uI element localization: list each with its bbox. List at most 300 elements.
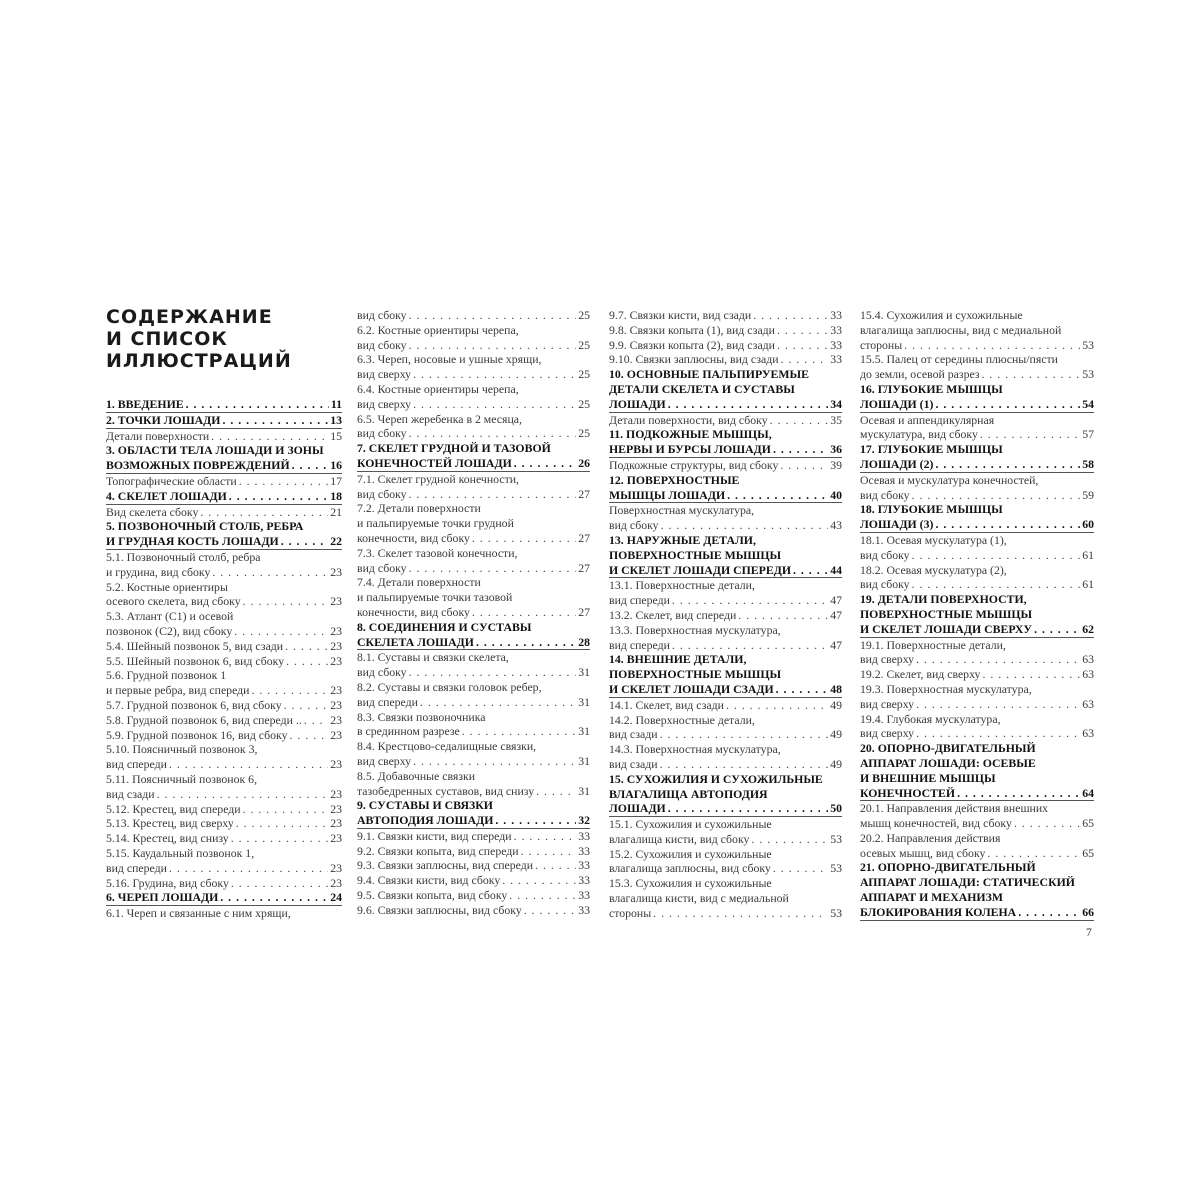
toc-page-number: 25 <box>578 308 590 322</box>
toc-entry-line <box>357 426 590 441</box>
toc-entry-text: вид сзади <box>106 786 155 801</box>
toc-page-number: 18 <box>330 488 342 503</box>
dot-leader <box>776 682 829 697</box>
toc-entry-text: 5.2. Костные ориентиры <box>106 579 228 594</box>
toc-chapter <box>609 473 842 504</box>
toc-entry-text: 20. ОПОРНО-ДВИГАТЕЛЬНЫЙ <box>860 741 1036 756</box>
toc-entry-text: 14.3. Поверхностная мускулатура, <box>609 742 781 757</box>
toc-page-number: 62 <box>1082 621 1094 636</box>
toc-entry-text: и пальпируемые точки грудной <box>357 516 514 531</box>
toc-entry-line <box>860 846 1094 861</box>
dot-leader <box>980 427 1080 442</box>
toc-page-number: 23 <box>330 564 342 579</box>
toc-chapter <box>609 367 842 412</box>
dot-leader <box>509 888 576 903</box>
dot-leader <box>157 787 329 802</box>
toc-entry-line <box>357 605 590 620</box>
toc-page-number: 33 <box>830 352 842 367</box>
toc-item <box>357 382 590 412</box>
toc-page-number: 23 <box>330 727 342 742</box>
toc-item <box>357 412 590 442</box>
toc-chapter <box>609 533 842 578</box>
toc-column-3 <box>609 308 842 921</box>
toc-entry-text: 5.4. Шейный позвонок 5, вид сзади <box>106 638 284 653</box>
toc-page-number: 33 <box>830 322 842 337</box>
toc-entry-text: 9.2. Связки копыта, вид спереди <box>357 843 519 858</box>
toc-entry-line <box>860 622 1094 638</box>
toc-entry-line <box>106 397 342 413</box>
dot-leader <box>672 593 828 608</box>
toc-entry-line <box>357 858 590 873</box>
toc-entry-line <box>860 667 1094 682</box>
toc-entry-line <box>357 635 590 651</box>
dot-leader <box>1014 816 1080 831</box>
toc-entry-text: 7.4. Детали поверхности <box>357 575 481 590</box>
toc-entry-text: 14.1. Скелет, вид сзади <box>609 697 724 712</box>
toc-entry-text: вид сверху <box>860 726 915 741</box>
toc-entry-line <box>357 784 590 799</box>
toc-page-number: 63 <box>1082 652 1094 667</box>
toc-page-number: 48 <box>830 681 842 696</box>
dot-leader <box>413 754 576 769</box>
toc-entry-line <box>609 832 842 847</box>
toc-entry-text: 9.5. Связки копыта, вид сбоку <box>357 888 508 903</box>
dot-leader <box>660 757 829 772</box>
toc-page-number: 53 <box>830 861 842 876</box>
toc-item <box>106 668 342 698</box>
toc-entry-line <box>357 829 590 844</box>
toc-entry-line <box>609 757 842 772</box>
toc-item <box>106 831 342 846</box>
dot-leader <box>780 458 828 473</box>
toc-entry-line <box>106 713 342 728</box>
dot-leader <box>420 695 576 710</box>
toc-page-number: 33 <box>578 873 590 888</box>
toc-entry-line <box>106 831 342 846</box>
toc-page-number: 25 <box>578 337 590 352</box>
toc-entry-line <box>609 397 842 413</box>
toc-entry-line <box>106 413 342 429</box>
toc-entry-text: 7.1. Скелет грудной конечности, <box>357 471 520 486</box>
toc-entry-line <box>860 697 1094 712</box>
toc-entry-text: и грудина, вид сбоку <box>106 564 211 579</box>
toc-item <box>106 609 342 639</box>
toc-item <box>106 728 342 743</box>
toc-entry-line <box>860 517 1094 533</box>
toc-entry-text: Детали поверхности, вид сбоку <box>609 412 768 427</box>
dot-leader <box>916 652 1080 667</box>
toc-chapter <box>860 382 1094 413</box>
toc-item <box>106 772 342 802</box>
dot-leader <box>229 489 328 504</box>
toc-page-number: 63 <box>1082 696 1094 711</box>
dot-leader <box>912 548 1081 563</box>
toc-entry-line <box>106 728 342 743</box>
toc-item <box>106 505 342 520</box>
dot-leader <box>409 487 577 502</box>
toc-item <box>357 829 590 844</box>
toc-entry-line <box>860 488 1094 503</box>
toc-page-number: 23 <box>330 831 342 846</box>
dot-leader <box>535 858 576 873</box>
toc-entry-text: АВТОПОДИЯ ЛОШАДИ <box>357 813 494 828</box>
toc-page-number: 53 <box>1082 367 1094 382</box>
toc-chapter <box>106 397 342 413</box>
toc-chapter <box>106 890 342 906</box>
dot-leader <box>982 667 1080 682</box>
dot-leader <box>536 784 576 799</box>
toc-entry-text: вид спереди <box>357 694 418 709</box>
dot-leader <box>773 442 828 457</box>
toc-entry-line <box>609 518 842 533</box>
dot-leader <box>476 635 576 650</box>
toc-page-number: 59 <box>1082 487 1094 502</box>
toc-entry-line <box>357 338 590 353</box>
dot-leader <box>472 531 576 546</box>
toc-page-number: 57 <box>1082 427 1094 442</box>
toc-entry-text: 21. ОПОРНО-ДВИГАТЕЛЬНЫЙ <box>860 860 1036 875</box>
toc-entry-text: 6.5. Череп жеребенка в 2 месяца, <box>357 411 522 426</box>
toc-entry-text: 8.3. Связки позвоночника <box>357 709 486 724</box>
toc-page-number: 23 <box>330 594 342 609</box>
dot-leader <box>281 534 328 549</box>
toc-page-number: 63 <box>1082 726 1094 741</box>
toc-page-number: 63 <box>1082 667 1094 682</box>
toc-entry-text: Топографические области <box>106 473 237 488</box>
toc-entry-line <box>609 488 842 504</box>
dot-leader <box>236 816 328 831</box>
toc-entry-text: осевых мышц, вид сбоку <box>860 845 986 860</box>
toc-entry-line <box>860 786 1094 802</box>
toc-entry-text: ПОВЕРХНОСТНЫЕ МЫШЦЫ <box>609 547 782 562</box>
toc-entry-text: 13.3. Поверхностная мускулатура, <box>609 622 781 637</box>
page-title <box>106 306 292 372</box>
toc-page-number: 25 <box>578 367 590 382</box>
toc-entry-text: 5.6. Грудной позвонок 1 <box>106 668 227 683</box>
toc-entry-text: вид спереди <box>106 860 167 875</box>
toc-entry-line <box>106 534 342 550</box>
toc-item <box>106 429 342 444</box>
toc-entry-text: влагалища заплюсны, вид сбоку <box>609 861 771 876</box>
toc-entry-line <box>106 890 342 906</box>
toc-item <box>357 873 590 888</box>
toc-entry-text: И ГРУДНАЯ КОСТЬ ЛОШАДИ <box>106 534 279 549</box>
toc-page-number: 25 <box>578 426 590 441</box>
toc-column-2 <box>357 308 590 918</box>
toc-entry-line <box>609 413 842 428</box>
toc-entry-text: ВОЗМОЖНЫХ ПОВРЕЖДЕНИЙ <box>106 458 290 473</box>
dot-leader <box>243 802 329 817</box>
toc-entry-text: 8.2. Суставы и связки головок ребер, <box>357 679 542 694</box>
toc-entry-text: 5. ПОЗВОНОЧНЫЙ СТОЛБ, РЕБРА <box>106 519 304 534</box>
toc-entry-line <box>357 665 590 680</box>
toc-entry-text: 1. ВВЕДЕНИЕ <box>106 397 184 411</box>
dot-leader <box>773 861 828 876</box>
dot-leader <box>234 624 328 639</box>
toc-entry-text: И СКЕЛЕТ ЛОШАДИ СЗАДИ <box>609 681 774 696</box>
toc-page-number: 16 <box>330 458 342 473</box>
toc-entry-text: конечности, вид сбоку <box>357 530 470 545</box>
toc-entry-text: конечности, вид сбоку <box>357 604 470 619</box>
dot-leader <box>239 474 328 489</box>
toc-page-number: 33 <box>578 828 590 843</box>
toc-page-number: 49 <box>830 727 842 742</box>
dot-leader <box>284 698 329 713</box>
toc-entry-line <box>609 323 842 338</box>
dot-leader <box>169 861 328 876</box>
toc-item <box>860 801 1094 831</box>
toc-entry-line <box>357 456 590 472</box>
toc-item <box>609 698 842 713</box>
toc-entry-text: вид сверху <box>357 396 412 411</box>
toc-entry-line <box>357 695 590 710</box>
toc-entry-line <box>357 561 590 576</box>
toc-entry-text: 5.3. Атлант (С1) и осевой <box>106 609 234 624</box>
toc-entry-text: 19. ДЕТАЛИ ПОВЕРХНОСТИ, <box>860 592 1027 607</box>
toc-entry-text: 17. ГЛУБОКИЕ МЫШЦЫ <box>860 442 1003 457</box>
dot-leader <box>409 338 577 353</box>
toc-entry-text: 9.3. Связки заплюсны, вид спереди <box>357 858 534 873</box>
toc-entry-line <box>860 397 1094 413</box>
dot-leader <box>668 397 828 412</box>
toc-item <box>357 844 590 859</box>
toc-entry-text: АППАРАТ ЛОШАДИ: СТАТИЧЕСКИЙ <box>860 875 1075 890</box>
toc-entry-text: 8.4. Крестцово-седалищные связки, <box>357 739 537 754</box>
toc-item <box>609 503 842 533</box>
toc-entry-line <box>860 427 1094 442</box>
toc-entry-line <box>609 608 842 623</box>
toc-page-number: 33 <box>578 843 590 858</box>
toc-page-number: 49 <box>830 697 842 712</box>
toc-item <box>357 739 590 769</box>
toc-entry-text: Осевая и мускулатура конечностей, <box>860 472 1039 487</box>
toc-item <box>609 352 842 367</box>
toc-page-number: 47 <box>830 637 842 652</box>
toc-page-number: 33 <box>578 902 590 917</box>
toc-entry-line <box>106 594 342 609</box>
toc-entry-text: БЛОКИРОВАНИЯ КОЛЕНА <box>860 904 1017 919</box>
toc-item <box>357 888 590 903</box>
toc-page-number: 54 <box>1082 396 1094 411</box>
toc-item <box>860 638 1094 668</box>
toc-chapter <box>357 620 590 651</box>
toc-entry-text: ЛОШАДИ (3) <box>860 517 934 532</box>
dot-leader <box>777 338 828 353</box>
toc-entry-text: 8.5. Добавочные связки <box>357 768 476 783</box>
toc-entry-text: ВЛАГАЛИЩА АВТОПОДИЯ <box>609 786 768 801</box>
toc-entry-line <box>609 727 842 742</box>
toc-item <box>609 413 842 428</box>
dot-leader <box>211 429 328 444</box>
toc-entry-line <box>609 638 842 653</box>
dot-leader <box>472 605 576 620</box>
toc-entry-line <box>106 683 342 698</box>
toc-entry-text: 6.3. Череп, носовые и ушные хрящи, <box>357 352 542 367</box>
toc-page-number: 21 <box>330 504 342 519</box>
toc-entry-text: ПОВЕРХНОСТНЫЕ МЫШЦЫ <box>860 606 1033 621</box>
toc-entry-line <box>609 861 842 876</box>
toc-entry-line <box>106 787 342 802</box>
toc-entry-line <box>609 593 842 608</box>
dot-leader <box>793 563 828 578</box>
toc-entry-text: 9.8. Связки копыта (1), вид сзади <box>609 322 775 337</box>
dot-leader <box>777 323 828 338</box>
toc-page-number: 26 <box>578 455 590 470</box>
toc-entry-text: 5.8. Грудной позвонок 6, вид спереди .. <box>106 712 302 727</box>
toc-item <box>357 680 590 710</box>
toc-item <box>106 550 342 580</box>
toc-item <box>357 710 590 740</box>
toc-item <box>609 323 842 338</box>
toc-entry-line <box>106 474 342 489</box>
toc-entry-line <box>357 531 590 546</box>
toc-entry-text: 15.2. Сухожилия и сухожильные <box>609 846 772 861</box>
toc-column-1 <box>106 397 342 921</box>
page-title-line-1: СОДЕРЖАНИЕ <box>106 306 273 328</box>
toc-entry-text: 8. СОЕДИНЕНИЯ И СУСТАВЫ <box>357 619 532 634</box>
toc-entry-text: ЛОШАДИ (2) <box>860 456 934 471</box>
toc-page-number: 60 <box>1082 517 1094 532</box>
toc-entry-line <box>357 903 590 918</box>
page-number: 7 <box>1086 927 1092 939</box>
toc-page-number: 23 <box>330 757 342 772</box>
dot-leader <box>751 832 828 847</box>
toc-item <box>106 654 342 669</box>
toc-entry-text: вид сзади <box>609 727 658 742</box>
toc-item <box>609 847 842 877</box>
toc-entry-text: 9.7. Связки кисти, вид сзади <box>609 308 752 322</box>
toc-item <box>609 458 842 473</box>
toc-entry-text: 7. СКЕЛЕТ ГРУДНОЙ И ТАЗОВОЙ <box>357 441 551 456</box>
dot-leader <box>912 577 1081 592</box>
toc-entry-line <box>609 563 842 579</box>
toc-item <box>860 473 1094 503</box>
toc-entry-text: 6.4. Костные ориентиры черепа, <box>357 381 519 396</box>
toc-page-number: 27 <box>578 560 590 575</box>
toc-entry-text: вид сбоку <box>357 560 407 575</box>
toc-item <box>106 816 342 831</box>
toc-entry-text: вид сбоку <box>357 308 407 322</box>
dot-leader <box>935 457 1080 472</box>
toc-entry-text: 4. СКЕЛЕТ ЛОШАДИ <box>106 488 227 503</box>
toc-chapter <box>860 592 1094 637</box>
toc-item <box>860 533 1094 563</box>
toc-item <box>106 580 342 610</box>
toc-page-number: 43 <box>830 518 842 533</box>
toc-page-number: 33 <box>578 888 590 903</box>
toc-page-number: 23 <box>330 653 342 668</box>
toc-entry-text: 15.4. Сухожилия и сухожильные <box>860 308 1023 322</box>
toc-entry-text: и пальпируемые точки тазовой <box>357 590 513 605</box>
dot-leader <box>231 876 328 891</box>
toc-page-number: 22 <box>330 534 342 549</box>
toc-entry-text: стороны <box>860 337 903 352</box>
toc-page-number: 13 <box>330 412 342 427</box>
dot-leader <box>904 338 1080 353</box>
toc-item <box>609 817 842 847</box>
toc-item <box>860 352 1094 382</box>
toc-item <box>357 546 590 576</box>
toc-entry-line <box>357 873 590 888</box>
toc-entry-line <box>106 802 342 817</box>
toc-entry-text: 20.1. Направления действия внешних <box>860 801 1049 816</box>
dot-leader <box>222 413 328 428</box>
toc-item <box>106 713 342 728</box>
toc-chapter <box>860 860 1094 920</box>
toc-page-number: 23 <box>330 801 342 816</box>
toc-chapter <box>357 441 590 472</box>
toc-entry-line <box>106 505 342 520</box>
toc-entry-text: вид спереди <box>609 593 670 608</box>
dot-leader <box>495 813 576 828</box>
toc-page-number: 27 <box>578 604 590 619</box>
toc-entry-line <box>860 726 1094 741</box>
toc-entry-text: влагалища кисти, вид сбоку <box>609 831 750 846</box>
toc-entry-text: МЫШЦЫ ЛОШАДИ <box>609 487 726 502</box>
toc-entry-text: 5.12. Крестец, вид спереди <box>106 801 241 816</box>
dot-leader <box>514 829 577 844</box>
toc-item <box>860 682 1094 712</box>
toc-item <box>609 623 842 653</box>
toc-page-number: 27 <box>578 530 590 545</box>
toc-page-number: 31 <box>578 724 590 739</box>
toc-page-number: 40 <box>830 487 842 502</box>
toc-page-number: 53 <box>830 905 842 920</box>
dot-leader <box>935 397 1080 412</box>
page-title-line-2: И СПИСОК <box>106 328 228 350</box>
toc-entry-line <box>106 816 342 831</box>
toc-page-number: 66 <box>1082 904 1094 919</box>
toc-entry-line <box>106 565 342 580</box>
toc-entry-text: 9.1. Связки кисти, вид спереди <box>357 828 512 843</box>
toc-entry-line <box>860 548 1094 563</box>
toc-entry-text: 13. НАРУЖНЫЕ ДЕТАЛИ, <box>609 532 756 547</box>
dot-leader <box>672 638 828 653</box>
toc-entry-text: ЛОШАДИ <box>609 801 666 816</box>
toc-entry-text: 13.2. Скелет, вид спереди <box>609 607 737 622</box>
toc-page-number: 23 <box>330 697 342 712</box>
toc-entry-line <box>357 397 590 412</box>
toc-item <box>357 650 590 680</box>
toc-entry-text: Осевая и аппендикулярная <box>860 412 995 427</box>
toc-entry-text: ЛОШАДИ <box>609 396 666 411</box>
toc-entry-line <box>860 457 1094 473</box>
toc-chapter <box>106 519 342 550</box>
toc-entry-text: ДЕТАЛИ СКЕЛЕТА И СУСТАВЫ <box>609 381 795 396</box>
dot-leader <box>653 906 828 921</box>
toc-page-number: 50 <box>830 801 842 816</box>
toc-entry-text: Подкожные структуры, вид сбоку <box>609 457 779 472</box>
toc-entry-line <box>860 652 1094 667</box>
toc-entry-text: АППАРАТ И МЕХАНИЗМ <box>860 890 1003 905</box>
dot-leader <box>660 727 829 742</box>
toc-entry-line <box>106 861 342 876</box>
dot-leader <box>738 608 828 623</box>
toc-page-number: 53 <box>830 831 842 846</box>
dot-leader <box>220 890 328 905</box>
toc-entry-text: 9. СУСТАВЫ И СВЯЗКИ <box>357 798 493 813</box>
toc-item <box>357 501 590 545</box>
dot-leader <box>916 726 1080 741</box>
toc-entry-text: 2. ТОЧКИ ЛОШАДИ <box>106 412 221 427</box>
toc-entry-text: 5.9. Грудной позвонок 16, вид сбоку <box>106 727 288 742</box>
dot-leader <box>661 518 829 533</box>
toc-chapter <box>860 442 1094 473</box>
toc-page-number: 47 <box>830 593 842 608</box>
toc-entry-text: вид сбоку <box>860 547 910 562</box>
toc-entry-line <box>106 624 342 639</box>
toc-page-number: 31 <box>578 753 590 768</box>
